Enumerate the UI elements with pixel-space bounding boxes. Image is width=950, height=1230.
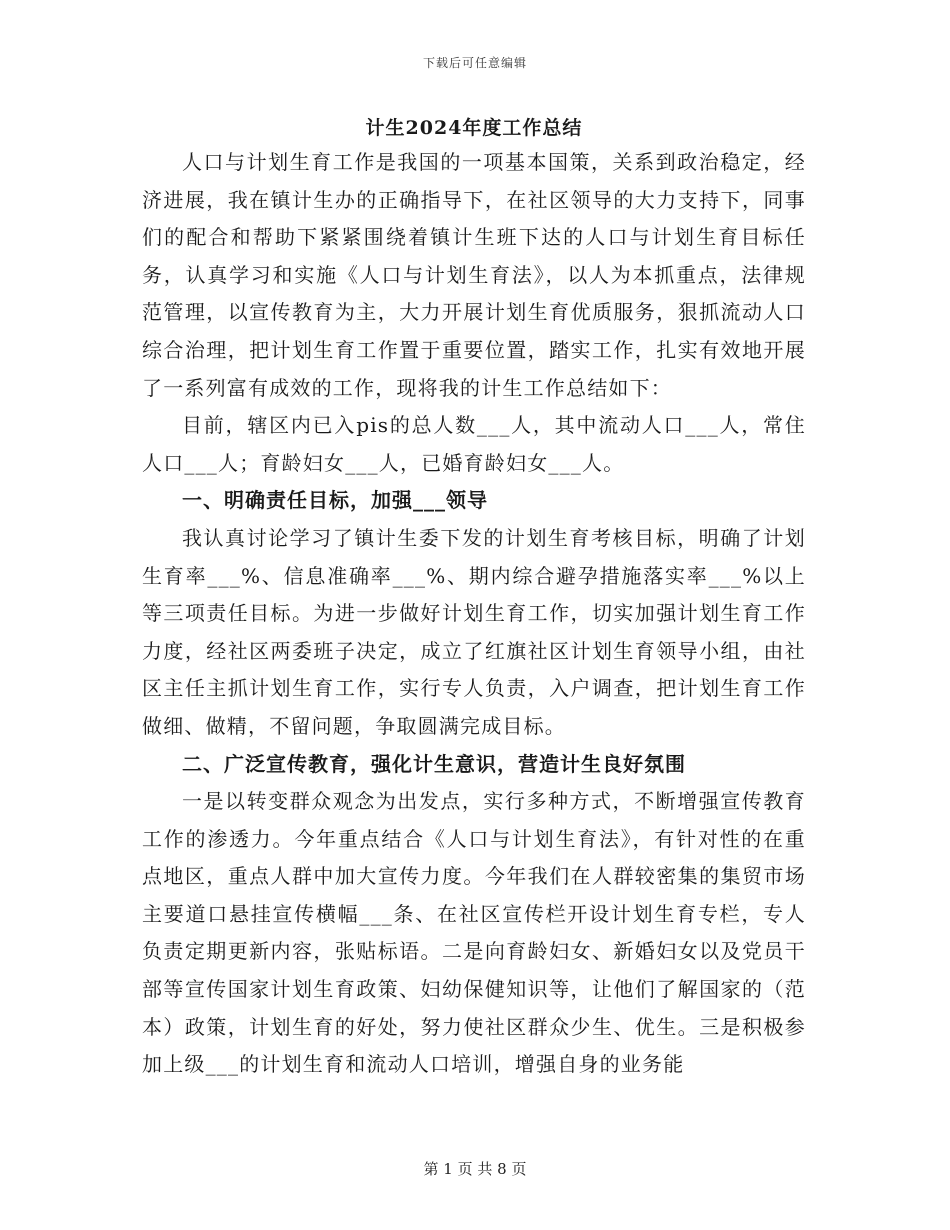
section-heading-1: 一、明确责任目标，加强___领导 bbox=[182, 488, 488, 513]
document-body bbox=[142, 112, 806, 1084]
population-paragraph: 目前，辖区内已入pis的总人数___人，其中流动人口___人，常住人口___人；育龄妇女___人，已婚育龄妇女___人。 bbox=[142, 413, 806, 475]
header-note: 下载后可任意编辑 bbox=[422, 56, 527, 70]
page-number: 第 1 页 共 8 页 bbox=[423, 1160, 527, 1178]
section-paragraph-2: 一是以转变群众观念为出发点，实行多种方式，不断增强宣传教育工作的渗透力。今年重点结合《人口与计划生育法》，有针对性的在重点地区，重点人群中加大宣传力度。今年我们在人群较密集的集贸市场主要道口悬挂宣传横幅___条、在社区宣传栏开设计划生育专栏，专人负责定期更新内容，张贴标语。二是向育龄妇女、新婚妇女以及党员干部等宣传国家计划生育政策、妇幼保健知识等，让他们了解国家的（范本）政策，计划生育的好处，努力使社区群众少生、优生。三是积极参加上级___的计划生育和流动人口培训，增强自身的业务能 bbox=[142, 789, 806, 1077]
section-paragraph-1: 我认真讨论学习了镇计生委下发的计划生育考核目标，明确了计划生育率___%、信息准确率___%、期内综合避孕措施落实率___%以上等三项责任目标。为进一步做好计划生育工作，切实加强计划生育工作力度，经社区两委班子决定，成立了红旗社区计划生育领导小组，由社区主任主抓计划生育工作，实行专人负责，入户调查，把计划生育工作做细、做精，不留问题，争取圆满完成目标。 bbox=[142, 525, 806, 738]
section-heading-2: 二、广泛宣传教育，强化计生意识，营造计生良好氛围 bbox=[182, 751, 686, 776]
intro-paragraph: 人口与计划生育工作是我国的一项基本国策，关系到政治稳定，经济进展，我在镇计生办的正确指导下，在社区领导的大力支持下，同事们的配合和帮助下紧紧围绕着镇计生班下达的人口与计划生育目标任务，认真学习和实施《人口与计划生育法》，以人为本抓重点，法律规范管理，以宣传教育为主，大力开展计划生育优质服务，狠抓流动人口综合治理，把计划生育工作置于重要位置，踏实工作，扎实有效地开展了一系列富有成效的工作，现将我的计生工作总结如下： bbox=[142, 150, 806, 400]
document-title: 计生2024年度工作总结 bbox=[365, 117, 583, 139]
